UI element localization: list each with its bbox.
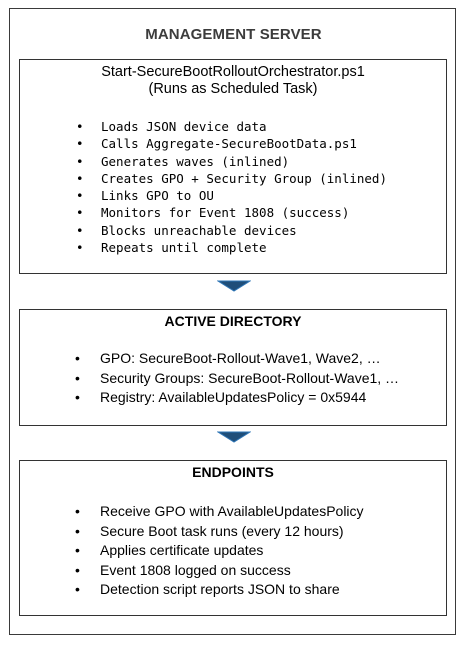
list-item: • Event 1808 logged on success [75, 561, 364, 581]
diagram-title: MANAGEMENT SERVER [145, 26, 322, 43]
down-arrow-icon [217, 280, 251, 292]
bullet-icon: • [75, 561, 80, 578]
endpoints-list [75, 502, 364, 600]
list-item: • Monitors for Event 1808 (success) [76, 205, 350, 221]
script-subtitle: (Runs as Scheduled Task) [148, 81, 318, 97]
orchestrator-script-box [19, 59, 447, 274]
list-item: • Repeats until complete [76, 240, 267, 256]
list-item: • Blocks unreachable devices [76, 222, 297, 238]
list-item: • Links GPO to OU [76, 188, 214, 204]
list-item: • Registry: AvailableUpdatesPolicy = 0x5944 [75, 388, 399, 408]
list-item: • Creates GPO + Security Group (inlined) [76, 170, 387, 186]
bullet-icon: • [75, 581, 80, 597]
list-item: • Security Groups: SecureBoot-Rollout-Wave1, … [75, 369, 399, 389]
bullet-icon: • [75, 503, 80, 519]
active-directory-box [19, 309, 447, 426]
bullet-icon: • [75, 389, 80, 405]
bullet-icon: • [76, 153, 84, 169]
bullet-icon: • [75, 369, 80, 386]
endpoints-title: ENDPOINTS [192, 464, 274, 480]
bullet-icon: • [76, 170, 84, 186]
active-directory-list [75, 349, 399, 408]
script-name: Start-SecureBootRolloutOrchestrator.ps1 [101, 64, 365, 80]
list-item: • Applies certificate updates [75, 541, 364, 561]
bullet-icon: • [75, 522, 80, 539]
orchestrator-steps-list [76, 118, 387, 256]
down-arrow-icon [217, 431, 251, 443]
list-item: • Calls Aggregate-SecureBootData.ps1 [76, 136, 357, 152]
list-item: • Secure Boot task runs (every 12 hours) [75, 522, 364, 542]
bullet-icon: • [76, 222, 84, 238]
endpoints-box [19, 460, 447, 616]
bullet-icon: • [75, 542, 80, 558]
bullet-icon: • [76, 205, 84, 221]
list-item: • Loads JSON device data [76, 119, 267, 134]
list-item: • Receive GPO with AvailableUpdatesPolicy [75, 502, 364, 522]
list-item: • Generates waves (inlined) [76, 153, 290, 169]
list-item: • GPO: SecureBoot-Rollout-Wave1, Wave2, … [75, 349, 399, 369]
bullet-icon: • [76, 188, 84, 204]
bullet-icon: • [76, 136, 84, 152]
bullet-icon: • [76, 240, 84, 256]
bullet-icon: • [76, 119, 84, 134]
active-directory-title: ACTIVE DIRECTORY [164, 313, 302, 329]
bullet-icon: • [75, 350, 80, 366]
list-item: • Detection script reports JSON to share [75, 580, 364, 600]
